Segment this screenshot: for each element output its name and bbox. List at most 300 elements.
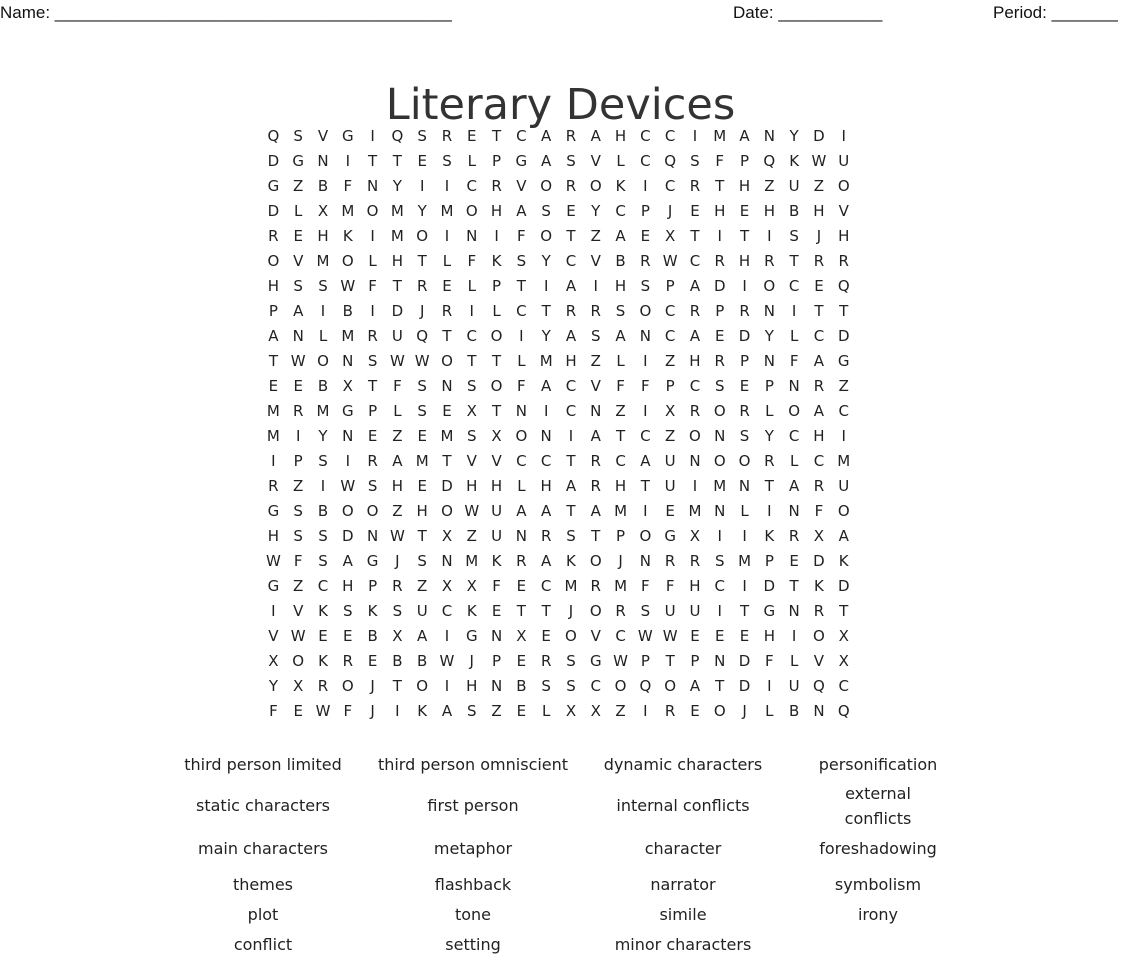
grid-letter: Z — [392, 427, 403, 445]
grid-row — [261, 424, 856, 449]
grid-letter: U — [838, 477, 850, 495]
grid-letter: B — [342, 302, 353, 320]
grid-letter: O — [490, 377, 503, 395]
grid-letter: L — [467, 277, 476, 295]
word-bank-row — [158, 899, 968, 929]
grid-letter: D — [738, 677, 751, 695]
grid-letter: K — [466, 602, 477, 620]
date-field[interactable]: Date: ___________ — [733, 3, 883, 22]
grid-letter: L — [368, 252, 377, 270]
grid-letter: A — [268, 327, 279, 345]
grid-letter: O — [292, 652, 305, 670]
grid-letter: R — [590, 577, 601, 595]
grid-letter: V — [590, 252, 601, 270]
period-field[interactable]: Period: _______ — [993, 3, 1118, 22]
grid-letter: C — [565, 377, 577, 395]
grid-letter: X — [665, 402, 676, 420]
grid-letter: R — [714, 352, 725, 370]
grid-letter: W — [265, 552, 281, 570]
grid-letter: S — [417, 377, 427, 395]
grid-letter: P — [616, 527, 626, 545]
grid-letter: N — [639, 552, 651, 570]
grid-letter: N — [366, 177, 379, 195]
grid-letter: F — [814, 502, 824, 520]
grid-letter: E — [442, 402, 452, 420]
grid-letter: F — [765, 652, 774, 670]
grid-letter: X — [590, 702, 601, 720]
grid-letter: T — [715, 677, 725, 695]
grid-letter: C — [788, 277, 800, 295]
grid-letter: L — [616, 352, 625, 370]
grid-letter: E — [566, 202, 576, 220]
grid-letter: I — [469, 302, 474, 320]
grid-letter: R — [565, 302, 577, 320]
word-bank-item: metaphor — [433, 838, 513, 858]
grid-letter: I — [444, 177, 450, 195]
grid-letter: S — [467, 702, 477, 720]
grid-letter: V — [813, 652, 825, 670]
grid-letter: O — [490, 327, 503, 345]
grid-letter: M — [341, 327, 355, 345]
grid-letter: X — [293, 677, 304, 695]
grid-letter: P — [368, 577, 378, 595]
grid-letter: U — [491, 527, 503, 545]
grid-letter: K — [491, 252, 502, 270]
word-bank-item-text: external conflicts — [844, 783, 912, 828]
grid-letter: C — [640, 127, 651, 145]
grid-letter: O — [837, 177, 850, 195]
grid-letter: U — [838, 152, 850, 170]
grid-letter: T — [739, 227, 750, 245]
grid-letter: J — [618, 552, 623, 570]
grid-letter: P — [640, 202, 650, 220]
grid-letter: I — [643, 402, 648, 420]
puzzle-title: Literary Devices — [385, 79, 736, 130]
word-bank-item: main characters — [197, 838, 328, 858]
grid-letter: B — [417, 652, 428, 670]
grid-letter: S — [367, 352, 378, 370]
grid-letter: W — [290, 352, 306, 370]
grid-letter: D — [837, 577, 850, 595]
grid-letter: I — [643, 702, 648, 720]
grid-letter: N — [441, 377, 453, 395]
grid-letter: E — [516, 702, 527, 720]
grid-letter: F — [293, 552, 303, 570]
grid-letter: H — [838, 227, 850, 245]
grid-letter: B — [615, 252, 626, 270]
grid-letter: C — [565, 402, 577, 420]
grid-letter: N — [639, 327, 651, 345]
word-bank-row — [158, 827, 968, 869]
grid-letter: H — [689, 352, 701, 370]
word-bank-item: minor characters — [614, 934, 752, 954]
word-bank-item: flashback — [434, 874, 512, 894]
grid-letter: P — [268, 302, 278, 320]
grid-letter: E — [367, 427, 378, 445]
grid-letter: T — [566, 227, 576, 245]
grid-letter: H — [490, 477, 503, 495]
grid-letter: R — [689, 302, 701, 320]
grid-letter: H — [490, 202, 503, 220]
letter-grid — [261, 124, 856, 724]
grid-letter: Y — [392, 177, 402, 195]
grid-letter: A — [293, 302, 304, 320]
grid-letter: D — [713, 277, 726, 295]
grid-letter: S — [789, 227, 799, 245]
grid-letter: F — [641, 377, 650, 395]
grid-letter: B — [392, 652, 403, 670]
grid-letter: O — [341, 252, 354, 270]
grid-letter: A — [590, 502, 601, 520]
grid-letter: F — [641, 577, 650, 595]
grid-letter: N — [788, 602, 800, 620]
word-bank-item: plot — [247, 904, 279, 924]
grid-letter: P — [665, 277, 675, 295]
grid-letter: C — [788, 427, 800, 445]
grid-letter: X — [665, 227, 676, 245]
grid-letter: K — [814, 577, 824, 595]
grid-letter: R — [516, 552, 527, 570]
grid-letter: I — [370, 302, 375, 320]
grid-letter: N — [441, 552, 453, 570]
grid-letter: V — [590, 627, 601, 645]
name-field[interactable]: Name: __________________________________________ — [0, 3, 452, 22]
grid-letter: T — [442, 327, 452, 345]
word-bank-item — [788, 781, 968, 831]
grid-letter: S — [739, 427, 750, 445]
word-bank-item: first person — [427, 796, 519, 815]
grid-letter: I — [444, 627, 450, 645]
grid-letter: M — [390, 227, 404, 245]
grid-letter: Z — [764, 177, 775, 195]
word-bank-row — [158, 784, 968, 827]
grid-letter: A — [342, 552, 353, 570]
grid-letter: O — [267, 252, 280, 270]
grid-letter: N — [292, 327, 304, 345]
grid-row — [261, 699, 856, 724]
grid-letter: T — [442, 452, 452, 470]
grid-letter: T — [467, 352, 477, 370]
grid-letter: J — [370, 677, 375, 695]
grid-letter: A — [615, 327, 626, 345]
grid-letter: T — [789, 577, 799, 595]
grid-letter: I — [295, 427, 301, 445]
grid-letter: W — [389, 352, 405, 370]
grid-letter: A — [689, 677, 701, 695]
grid-letter: J — [370, 702, 375, 720]
grid-letter: I — [767, 677, 772, 695]
grid-letter: S — [318, 527, 328, 545]
grid-letter: I — [767, 227, 772, 245]
grid-letter: S — [541, 677, 551, 695]
grid-letter: S — [318, 552, 328, 570]
grid-letter: E — [541, 627, 551, 645]
grid-letter: V — [838, 202, 849, 220]
grid-letter: T — [392, 152, 402, 170]
grid-letter: X — [466, 402, 477, 420]
grid-letter: C — [689, 377, 701, 395]
grid-letter: D — [837, 327, 850, 345]
grid-letter: B — [317, 502, 329, 520]
grid-letter: C — [516, 302, 527, 320]
grid-letter: O — [416, 677, 429, 695]
grid-letter: R — [416, 277, 428, 295]
grid-letter: A — [813, 402, 825, 420]
grid-letter: H — [565, 352, 577, 370]
grid-letter: I — [271, 452, 276, 470]
grid-letter: I — [717, 527, 722, 545]
grid-letter: T — [591, 527, 601, 545]
grid-letter: T — [392, 677, 402, 695]
grid-letter: Z — [665, 352, 676, 370]
grid-row — [261, 149, 856, 174]
grid-letter: A — [565, 327, 577, 345]
grid-letter: C — [640, 427, 651, 445]
grid-letter: W — [315, 702, 331, 720]
grid-letter: S — [690, 152, 700, 170]
grid-letter: I — [841, 427, 846, 445]
grid-letter: Q — [639, 677, 652, 695]
grid-letter: A — [565, 477, 577, 495]
grid-letter: Z — [466, 527, 477, 545]
grid-letter: W — [439, 652, 455, 670]
grid-letter: S — [566, 527, 576, 545]
grid-letter: X — [838, 652, 849, 670]
grid-letter: A — [541, 127, 552, 145]
grid-letter: I — [444, 677, 450, 695]
grid-letter: E — [491, 602, 502, 620]
grid-letter: C — [466, 177, 478, 195]
grid-letter: P — [368, 402, 378, 420]
grid-letter: L — [765, 702, 774, 720]
grid-letter: R — [590, 477, 601, 495]
grid-letter: I — [519, 327, 524, 345]
grid-letter: N — [490, 627, 503, 645]
grid-letter: O — [738, 452, 751, 470]
grid-letter: J — [816, 227, 822, 245]
grid-letter: P — [740, 152, 750, 170]
grid-letter: O — [837, 502, 850, 520]
grid-letter: I — [767, 502, 772, 520]
grid-letter: O — [540, 177, 553, 195]
grid-letter: G — [664, 527, 676, 545]
grid-letter: R — [615, 602, 626, 620]
grid-letter: E — [690, 202, 700, 220]
grid-letter: K — [838, 552, 849, 570]
word-bank-item: static characters — [196, 796, 330, 815]
grid-letter: M — [266, 402, 280, 420]
grid-letter: I — [717, 602, 722, 620]
grid-letter: X — [268, 652, 279, 670]
grid-letter: G — [267, 577, 280, 595]
grid-letter: R — [317, 677, 329, 695]
grid-letter: X — [813, 527, 825, 545]
grid-letter: Z — [813, 177, 825, 195]
grid-letter: M — [415, 452, 429, 470]
grid-letter: E — [789, 552, 799, 570]
grid-letter: L — [318, 327, 328, 345]
grid-letter: S — [615, 302, 626, 320]
grid-letter: R — [367, 327, 378, 345]
grid-letter: N — [590, 402, 602, 420]
grid-letter: H — [738, 252, 751, 270]
grid-letter: T — [392, 277, 402, 295]
grid-letter: N — [714, 502, 726, 520]
grid-letter: E — [516, 652, 527, 670]
grid-letter: I — [345, 152, 350, 170]
grid-letter: L — [789, 327, 799, 345]
grid-letter: J — [395, 552, 400, 570]
grid-letter: A — [615, 227, 626, 245]
grid-row — [261, 674, 856, 699]
grid-letter: A — [565, 277, 577, 295]
grid-letter: V — [466, 452, 477, 470]
grid-letter: T — [417, 252, 427, 270]
grid-letter: H — [614, 477, 627, 495]
grid-letter: R — [441, 127, 453, 145]
grid-letter: K — [764, 527, 775, 545]
grid-row — [261, 524, 856, 549]
grid-letter: S — [392, 602, 403, 620]
grid-letter: F — [616, 377, 625, 395]
grid-letter: H — [540, 477, 552, 495]
grid-letter: H — [614, 277, 627, 295]
grid-row — [261, 349, 856, 374]
grid-letter: A — [739, 127, 750, 145]
grid-letter: T — [814, 302, 824, 320]
grid-letter: S — [318, 277, 328, 295]
grid-letter: Z — [590, 352, 601, 370]
grid-letter: I — [742, 577, 747, 595]
grid-letter: R — [565, 127, 577, 145]
grid-letter: X — [441, 577, 453, 595]
grid-letter: T — [368, 152, 378, 170]
grid-letter: M — [614, 502, 628, 520]
grid-letter: R — [788, 527, 800, 545]
grid-letter: J — [469, 652, 474, 670]
grid-letter: K — [566, 552, 576, 570]
grid-letter: V — [317, 127, 329, 145]
grid-letter: P — [665, 377, 675, 395]
grid-letter: E — [293, 377, 303, 395]
grid-letter: H — [614, 127, 627, 145]
grid-letter: V — [590, 377, 601, 395]
grid-letter: V — [268, 627, 279, 645]
grid-letter: S — [293, 277, 303, 295]
grid-letter: S — [640, 602, 651, 620]
grid-letter: S — [467, 377, 477, 395]
grid-letter: O — [341, 677, 354, 695]
grid-letter: U — [416, 602, 428, 620]
grid-letter: D — [391, 302, 404, 320]
grid-letter: I — [791, 302, 797, 320]
grid-letter: R — [689, 177, 701, 195]
grid-letter: B — [317, 177, 329, 195]
grid-letter: B — [367, 627, 378, 645]
grid-letter: B — [516, 677, 527, 695]
grid-letter: T — [268, 352, 278, 370]
word-bank-item: setting — [445, 934, 501, 954]
grid-letter: R — [813, 252, 825, 270]
grid-letter: X — [838, 627, 849, 645]
grid-letter: R — [268, 477, 279, 495]
grid-row — [261, 574, 856, 599]
grid-letter: G — [837, 352, 850, 370]
grid-row — [261, 324, 856, 349]
grid-letter: F — [343, 702, 353, 720]
grid-letter: A — [392, 452, 403, 470]
grid-letter: I — [568, 427, 574, 445]
grid-row — [261, 649, 856, 674]
grid-letter: M — [539, 352, 553, 370]
grid-letter: I — [494, 227, 499, 245]
grid-letter: E — [739, 377, 750, 395]
grid-letter: H — [763, 202, 775, 220]
grid-letter: A — [689, 327, 701, 345]
grid-letter: W — [811, 152, 827, 170]
grid-letter: I — [320, 302, 326, 320]
grid-letter: C — [714, 577, 725, 595]
grid-letter: A — [516, 202, 527, 220]
grid-row — [261, 449, 856, 474]
grid-letter: L — [467, 152, 476, 170]
grid-letter: E — [367, 652, 378, 670]
grid-letter: E — [715, 327, 725, 345]
grid-letter: R — [441, 302, 453, 320]
grid-letter: O — [589, 602, 602, 620]
grid-letter: S — [640, 277, 651, 295]
grid-letter: O — [317, 352, 329, 370]
grid-letter: E — [690, 627, 700, 645]
grid-letter: A — [838, 527, 849, 545]
grid-letter: O — [639, 302, 652, 320]
grid-letter: P — [492, 152, 502, 170]
grid-letter: R — [739, 302, 750, 320]
grid-letter: R — [813, 602, 825, 620]
grid-letter: H — [466, 677, 478, 695]
grid-letter: K — [615, 177, 626, 195]
grid-letter: I — [841, 127, 846, 145]
word-bank-item: dynamic characters — [603, 754, 763, 774]
grid-letter: D — [738, 327, 751, 345]
grid-letter: H — [416, 502, 428, 520]
grid-letter: O — [689, 427, 701, 445]
grid-letter: F — [715, 152, 725, 170]
grid-row — [261, 399, 856, 424]
grid-letter: Z — [590, 227, 601, 245]
grid-letter: D — [738, 652, 751, 670]
grid-letter: C — [565, 252, 577, 270]
grid-letter: T — [417, 527, 427, 545]
grid-letter: W — [389, 527, 405, 545]
grid-letter: H — [466, 477, 478, 495]
grid-letter: E — [417, 477, 427, 495]
grid-letter: Q — [763, 152, 776, 170]
grid-letter: L — [517, 352, 526, 370]
grid-letter: O — [763, 277, 776, 295]
grid-letter: I — [543, 402, 549, 420]
grid-row — [261, 124, 856, 149]
grid-letter: D — [763, 577, 776, 595]
grid-letter: W — [613, 652, 628, 670]
grid-letter: S — [417, 127, 427, 145]
grid-letter: W — [340, 477, 356, 495]
grid-letter: I — [370, 127, 375, 145]
word-bank-item: tone — [454, 904, 492, 924]
grid-letter: I — [320, 477, 326, 495]
grid-letter: S — [417, 552, 427, 570]
grid-letter: O — [540, 227, 553, 245]
